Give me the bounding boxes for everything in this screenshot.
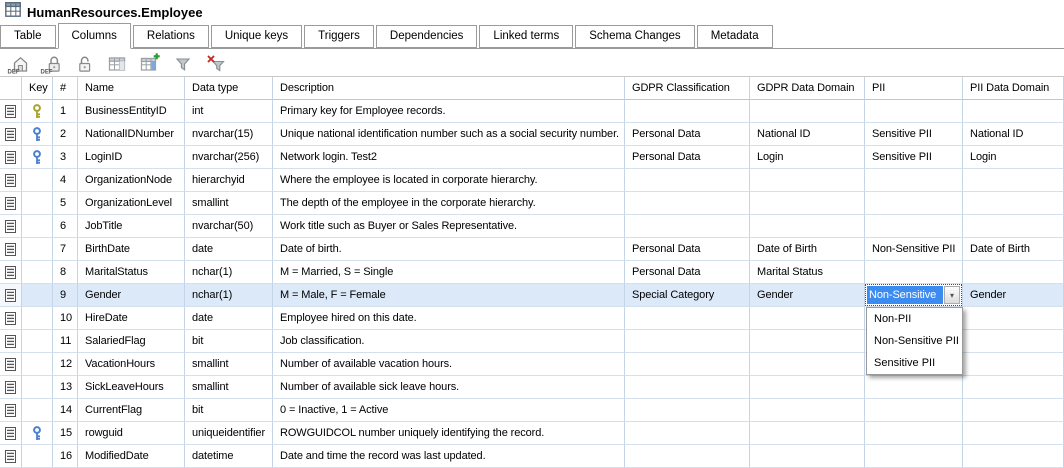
table-icon [5,2,21,22]
pii-data-domain-cell[interactable] [963,307,1064,330]
primary-key-icon [32,104,42,119]
table-row [0,192,1064,215]
description-cell[interactable]: Number of available sick leave hours. [273,376,625,399]
name-cell[interactable]: SalariedFlag [78,330,185,353]
description-cell[interactable]: M = Male, F = Female [273,284,625,307]
pii-data-domain-cell[interactable] [963,445,1064,468]
name-cell[interactable]: BirthDate [78,238,185,261]
row-handle[interactable] [0,215,22,238]
num-cell[interactable]: 8 [53,261,78,284]
tab-table[interactable]: Table [0,25,56,48]
gdpr-data-domain-cell[interactable] [750,376,865,399]
pii-data-domain-cell[interactable] [963,192,1064,215]
pii-data-domain-cell[interactable] [963,330,1064,353]
num-cell[interactable]: 2 [53,123,78,146]
description-cell[interactable]: Job classification. [273,330,625,353]
gdpr-data-domain-cell[interactable] [750,330,865,353]
row-handle-icon [5,450,16,463]
row-handle[interactable] [0,192,22,215]
num-cell[interactable]: 12 [53,353,78,376]
key-cell [22,445,53,468]
row-handle-icon [5,151,16,164]
gdpr-data-domain-cell[interactable] [750,215,865,238]
tab-columns[interactable]: Columns [58,23,131,49]
description-cell[interactable]: Date and time the record was last updated. [273,445,625,468]
table-row [0,215,1064,238]
pii-cell[interactable] [865,399,963,422]
num-cell[interactable]: 10 [53,307,78,330]
pii-data-domain-cell[interactable] [963,100,1064,123]
table-row [0,238,1064,261]
gdpr-classification-cell[interactable]: Personal Data [625,261,750,284]
table-row [0,146,1064,169]
key-cell [22,284,53,307]
data-type-cell[interactable]: nvarchar(256) [185,146,273,169]
name-cell[interactable]: JobTitle [78,215,185,238]
data-type-cell[interactable]: nvarchar(15) [185,123,273,146]
row-handle[interactable] [0,284,22,307]
num-cell[interactable]: 11 [53,330,78,353]
row-handle-icon [5,358,16,371]
gdpr-data-domain-cell[interactable] [750,100,865,123]
key-icon [32,426,42,441]
description-cell[interactable]: Network login. Test2 [273,146,625,169]
gdpr-classification-cell[interactable]: Special Category [625,284,750,307]
num-cell[interactable]: 7 [53,238,78,261]
lock-default-button[interactable] [38,51,63,76]
row-handle-icon [5,105,16,118]
key-cell [22,146,53,169]
num-cell[interactable]: 15 [53,422,78,445]
add-column-button[interactable] [137,51,162,76]
gdpr-data-domain-cell[interactable] [750,169,865,192]
row-handle[interactable] [0,307,22,330]
name-cell[interactable]: HireDate [78,307,185,330]
dropdown-option-non-sensitive-pii[interactable]: Non-Sensitive PII [874,335,959,347]
row-handle[interactable] [0,238,22,261]
name-cell[interactable]: NationalIDNumber [78,123,185,146]
key-cell [22,238,53,261]
tab-bar [0,23,1064,49]
column-header-data-type[interactable]: Data type [185,77,273,100]
table-row [0,123,1064,146]
name-cell[interactable]: Gender [78,284,185,307]
pii-data-domain-cell[interactable]: Gender [963,284,1064,307]
name-cell[interactable]: ModifiedDate [78,445,185,468]
key-cell [22,307,53,330]
key-cell [22,192,53,215]
columns-grid [0,76,1064,468]
num-cell[interactable]: 13 [53,376,78,399]
pii-data-domain-cell[interactable] [963,215,1064,238]
name-cell[interactable]: OrganizationLevel [78,192,185,215]
row-handle-icon [5,289,16,302]
data-type-cell[interactable]: date [185,307,273,330]
gdpr-classification-cell[interactable] [625,100,750,123]
tab-metadata[interactable]: Metadata [697,25,773,48]
name-cell[interactable]: OrganizationNode [78,169,185,192]
gdpr-data-domain-cell[interactable] [750,399,865,422]
clear-filter-button[interactable] [203,51,228,76]
description-cell[interactable]: Unique national identification number such as a social security number. [273,123,625,146]
pii-cell[interactable]: Sensitive PII [865,146,963,169]
dropdown-option-non-pii[interactable]: Non-PII [874,313,912,325]
gdpr-data-domain-cell[interactable]: Marital Status [750,261,865,284]
key-cell [22,376,53,399]
pii-dropdown-popup [866,307,963,375]
data-type-cell[interactable]: nchar(1) [185,261,273,284]
description-cell[interactable]: ROWGUIDCOL number uniquely identifying the record. [273,422,625,445]
gdpr-classification-cell[interactable] [625,422,750,445]
row-handle-icon [5,243,16,256]
page-title: HumanResources.Employee [27,4,203,20]
key-cell [22,100,53,123]
row-handle-icon [5,128,16,141]
column-header-gdpr-classification[interactable]: GDPR Classification [625,77,750,100]
title-bar [0,0,1064,22]
pii-cell[interactable] [865,100,963,123]
gdpr-classification-cell[interactable] [625,399,750,422]
row-handle-icon [5,404,16,417]
table-row [0,169,1064,192]
row-handle[interactable] [0,422,22,445]
table-row [0,261,1064,284]
row-handle[interactable] [0,146,22,169]
key-icon [32,127,42,142]
row-handle[interactable] [0,261,22,284]
pii-editor-value[interactable]: Non-Sensitive [867,286,943,304]
tab-relations[interactable]: Relations [133,25,209,48]
name-cell[interactable]: LoginID [78,146,185,169]
key-cell [22,261,53,284]
table-view-button[interactable] [104,51,129,76]
row-handle[interactable] [0,330,22,353]
gdpr-data-domain-cell[interactable]: Login [750,146,865,169]
gdpr-data-domain-cell[interactable] [750,445,865,468]
gdpr-data-domain-cell[interactable] [750,422,865,445]
pii-cell[interactable] [865,445,963,468]
num-cell[interactable]: 3 [53,146,78,169]
gdpr-classification-cell[interactable]: Personal Data [625,123,750,146]
key-icon [32,150,42,165]
name-cell[interactable]: SickLeaveHours [78,376,185,399]
row-handle-icon [5,335,16,348]
pii-data-domain-cell[interactable] [963,399,1064,422]
pii-cell[interactable] [865,169,963,192]
num-cell[interactable]: 4 [53,169,78,192]
grid-header-row [0,77,1064,100]
num-cell[interactable]: 1 [53,100,78,123]
gdpr-data-domain-cell[interactable]: Gender [750,284,865,307]
column-header-pii-data-domain[interactable]: PII Data Domain [963,77,1064,100]
name-cell[interactable]: CurrentFlag [78,399,185,422]
data-type-cell[interactable]: bit [185,399,273,422]
name-cell[interactable]: MaritalStatus [78,261,185,284]
table-row [0,376,1064,399]
gdpr-classification-cell[interactable] [625,330,750,353]
pii-data-domain-cell[interactable] [963,261,1064,284]
tab-unique-keys[interactable]: Unique keys [211,25,302,48]
description-cell[interactable]: M = Married, S = Single [273,261,625,284]
pii-data-domain-cell[interactable] [963,169,1064,192]
description-cell[interactable]: Date of birth. [273,238,625,261]
gdpr-data-domain-cell[interactable] [750,353,865,376]
description-cell[interactable]: The depth of the employee in the corporate hierarchy. [273,192,625,215]
gdpr-classification-cell[interactable] [625,169,750,192]
table-row [0,422,1064,445]
row-handle[interactable] [0,100,22,123]
gdpr-classification-cell[interactable] [625,215,750,238]
data-type-cell[interactable]: bit [185,330,273,353]
pii-data-domain-cell[interactable]: National ID [963,123,1064,146]
pii-cell[interactable] [865,261,963,284]
table-row [0,100,1064,123]
column-header-name[interactable]: Name [78,77,185,100]
gdpr-data-domain-cell[interactable]: National ID [750,123,865,146]
data-type-cell[interactable]: smallint [185,376,273,399]
key-cell [22,215,53,238]
data-type-cell[interactable]: smallint [185,192,273,215]
key-cell [22,353,53,376]
data-type-cell[interactable]: hierarchyid [185,169,273,192]
data-type-cell[interactable]: nvarchar(50) [185,215,273,238]
row-handle-icon [5,381,16,394]
pii-cell[interactable] [865,215,963,238]
dropdown-option-sensitive-pii[interactable]: Sensitive PII [874,357,936,369]
row-handle-icon [5,174,16,187]
unlock-button[interactable] [71,51,96,76]
key-cell [22,330,53,353]
row-handle[interactable] [0,445,22,468]
row-handle-icon [5,427,16,440]
table-row [0,284,1064,307]
column-header-key[interactable]: Key [22,77,53,100]
key-cell [22,422,53,445]
num-cell[interactable]: 6 [53,215,78,238]
column-header-[interactable]: # [53,77,78,100]
row-handle[interactable] [0,399,22,422]
name-cell[interactable]: BusinessEntityID [78,100,185,123]
gdpr-classification-cell[interactable] [625,192,750,215]
description-cell[interactable]: 0 = Inactive, 1 = Active [273,399,625,422]
table-row [0,399,1064,422]
gdpr-classification-cell[interactable] [625,307,750,330]
filter-button[interactable] [170,51,195,76]
data-type-cell[interactable]: nchar(1) [185,284,273,307]
tab-schema-changes[interactable]: Schema Changes [575,25,694,48]
tab-dependencies[interactable]: Dependencies [376,25,478,48]
gdpr-classification-cell[interactable] [625,445,750,468]
gdpr-classification-cell[interactable]: Personal Data [625,238,750,261]
description-cell[interactable]: Primary key for Employee records. [273,100,625,123]
column-header-description[interactable]: Description [273,77,625,100]
column-header-gdpr-data-domain[interactable]: GDPR Data Domain [750,77,865,100]
key-cell [22,169,53,192]
key-cell [22,123,53,146]
row-handle[interactable] [0,123,22,146]
description-cell[interactable]: Work title such as Buyer or Sales Representative. [273,215,625,238]
num-cell[interactable]: 9 [53,284,78,307]
pii-dropdown-button[interactable]: ▾ [944,286,960,304]
gdpr-classification-cell[interactable]: Personal Data [625,146,750,169]
row-handle-icon [5,312,16,325]
data-type-cell[interactable]: datetime [185,445,273,468]
pii-cell[interactable] [865,422,963,445]
gdpr-data-domain-cell[interactable] [750,192,865,215]
pii-data-domain-cell[interactable] [963,422,1064,445]
set-default-table-button[interactable] [5,51,30,76]
tab-triggers[interactable]: Triggers [304,25,374,48]
num-cell[interactable]: 16 [53,445,78,468]
pii-data-domain-cell[interactable] [963,353,1064,376]
row-handle-icon [5,197,16,210]
num-cell[interactable]: 5 [53,192,78,215]
column-header-pii[interactable]: PII [865,77,963,100]
pii-data-domain-cell[interactable]: Date of Birth [963,238,1064,261]
num-cell[interactable]: 14 [53,399,78,422]
description-cell[interactable]: Number of available vacation hours. [273,353,625,376]
row-handle[interactable] [0,353,22,376]
gdpr-data-domain-cell[interactable]: Date of Birth [750,238,865,261]
def-label: DEF [40,69,52,75]
toolbar [0,49,1064,78]
row-handle[interactable] [0,376,22,399]
row-handle-icon [5,220,16,233]
pii-data-domain-cell[interactable] [963,376,1064,399]
data-type-cell[interactable]: int [185,100,273,123]
column-header-rowhandle[interactable] [0,77,22,100]
gdpr-classification-cell[interactable] [625,376,750,399]
tab-linked-terms[interactable]: Linked terms [479,25,573,48]
data-type-cell[interactable]: uniqueidentifier [185,422,273,445]
description-cell[interactable]: Employee hired on this date. [273,307,625,330]
name-cell[interactable]: rowguid [78,422,185,445]
def-label: DEF [7,69,19,75]
grid-body [0,100,1064,468]
data-type-cell[interactable]: date [185,238,273,261]
pii-cell[interactable] [865,192,963,215]
gdpr-data-domain-cell[interactable] [750,307,865,330]
description-cell[interactable]: Where the employee is located in corporate hierarchy. [273,169,625,192]
gdpr-classification-cell[interactable] [625,353,750,376]
table-row [0,445,1064,468]
pii-cell[interactable] [865,284,963,307]
row-handle-icon [5,266,16,279]
name-cell[interactable]: VacationHours [78,353,185,376]
pii-editor[interactable] [865,284,962,306]
key-cell [22,399,53,422]
pii-cell[interactable]: Sensitive PII [865,123,963,146]
data-type-cell[interactable]: smallint [185,353,273,376]
row-handle[interactable] [0,169,22,192]
pii-cell[interactable]: Non-Sensitive PII [865,238,963,261]
pii-data-domain-cell[interactable]: Login [963,146,1064,169]
pii-cell[interactable] [865,376,963,399]
